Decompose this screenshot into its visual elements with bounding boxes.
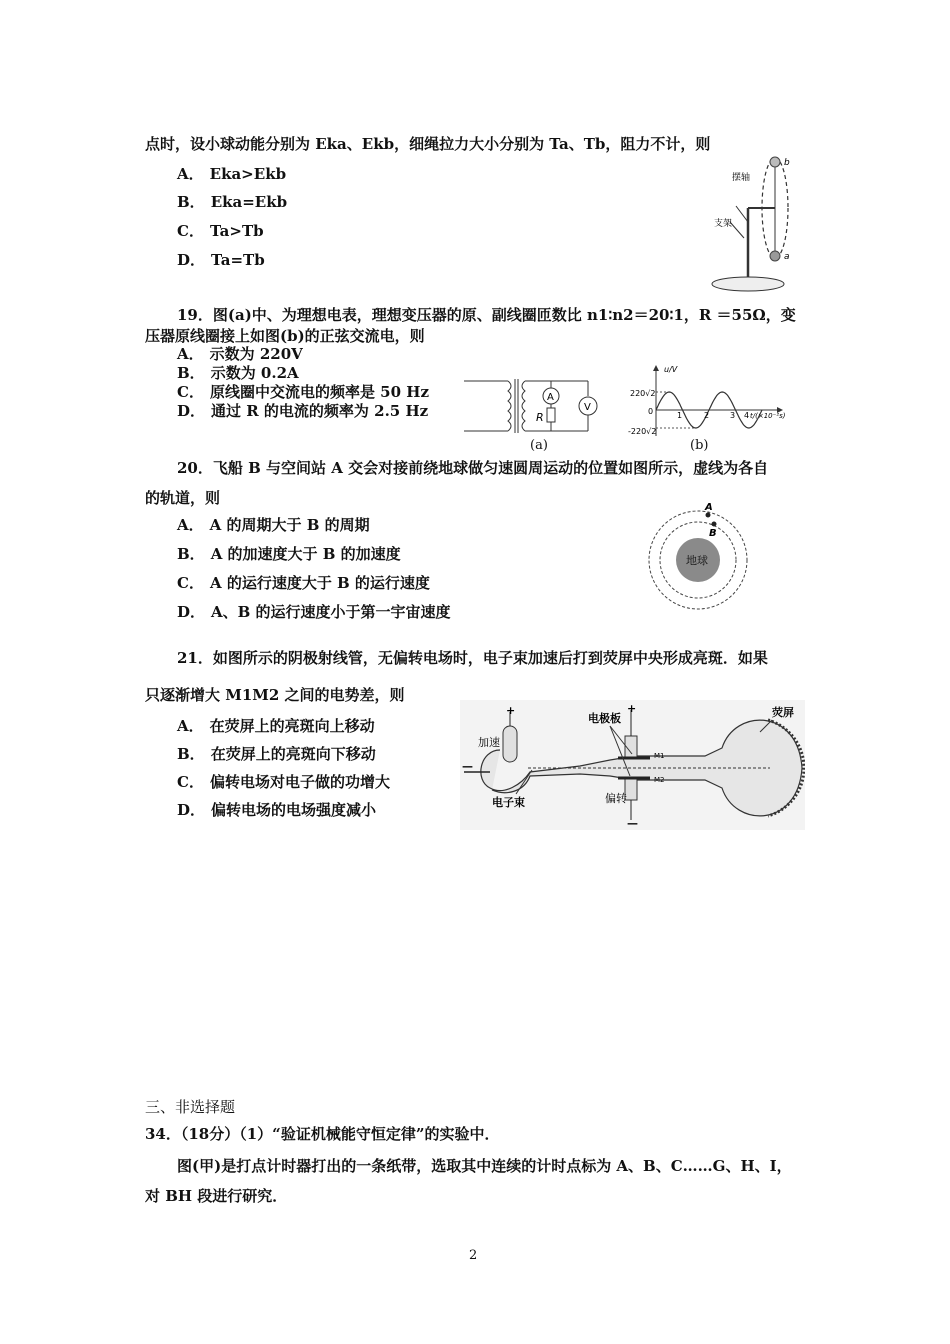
option-text: A 的周期大于 B 的周期: [209, 516, 370, 534]
axis-label: 摆轴: [732, 173, 751, 183]
option-letter: A．: [177, 165, 204, 183]
resistor-symbol: [547, 408, 555, 422]
beam-label: 电子束: [492, 796, 525, 809]
option-letter: C．: [177, 222, 204, 240]
option-text: 示数为 0.2A: [210, 364, 299, 382]
option-text: Ta>Tb: [209, 222, 264, 240]
q21-option-d: [177, 800, 376, 820]
q21-option-a: [177, 716, 375, 736]
fig-b-caption: (b): [690, 438, 709, 453]
y-max-label: 220√2: [630, 389, 656, 398]
option-letter: C．: [177, 383, 204, 401]
plate-m1-label: M1: [654, 752, 665, 760]
q19-line2: 压器原线圈接上如图(b)的正弦交流电，则: [145, 327, 425, 345]
option-text: 通过 R 的电流的频率为 2.5 Hz: [211, 402, 429, 420]
ship-b-dot: [712, 522, 717, 527]
option-text: A、B 的运行速度小于第一宇宙速度: [211, 603, 451, 621]
q20-line2: 的轨道，则: [145, 489, 221, 507]
option-letter: D．: [177, 402, 206, 420]
option-text: A 的加速度大于 B 的加速度: [210, 545, 401, 563]
q19-option-c: [177, 382, 429, 402]
ammeter-label: A: [547, 392, 554, 403]
option-letter: B．: [177, 193, 205, 211]
option-letter: A．: [177, 516, 204, 534]
option-letter: D．: [177, 801, 206, 819]
q20-option-c: [177, 573, 430, 593]
q21-option-b: [177, 744, 376, 764]
option-letter: C．: [177, 773, 204, 791]
cathode-minus-sign: —: [462, 760, 473, 773]
stand-label: 支架: [714, 219, 733, 229]
point-b-label: b: [784, 158, 790, 168]
option-letter: B．: [177, 364, 205, 382]
q20-option-b: [177, 544, 401, 564]
cathode-ray-tube-figure: [460, 700, 805, 830]
y-axis-label: u/V: [664, 365, 678, 374]
station-a-dot: [706, 513, 711, 518]
orbit-figure: [645, 500, 755, 612]
q19-line1: 19．图(a)中、为理想电表，理想变压器的原、副线圈匝数比 n1∶n2＝20∶1，R ＝55Ω，变: [177, 306, 796, 324]
transformer-circuit: [460, 375, 605, 437]
q34-paragraph-2: 对 BH 段进行研究．: [145, 1187, 288, 1205]
screen-label: 荧屏: [772, 706, 794, 719]
q19-option-b: [177, 363, 299, 383]
q34-paragraph-1: 图(甲)是打点计时器打出的一条纸带，选取其中连续的计时点标为 A、B、C……G、H、I，: [177, 1157, 792, 1175]
point-a-label: a: [784, 252, 790, 262]
page-number: 2: [469, 1248, 478, 1263]
q18-intro: 点时，设小球动能分别为 Eka、Ekb，细绳拉力大小分别为 Ta、Tb，阻力不计，则: [145, 135, 711, 153]
electrode-label: 电极板: [588, 712, 621, 725]
q19-option-d: [177, 401, 428, 421]
option-letter: B．: [177, 545, 205, 563]
option-text: 在荧屏上的亮斑向上移动: [209, 717, 375, 735]
q20-option-d: [177, 602, 451, 622]
q18-option-c: [177, 221, 264, 241]
q18-option-b: [177, 192, 287, 212]
x-tick-2: 2: [704, 411, 710, 420]
q19-option-a: [177, 344, 303, 364]
x-axis-label: t/(×10⁻²s): [750, 412, 786, 420]
q20-line1: 20．飞船 B 与空间站 A 交会对接前绕地球做匀速圆周运动的位置如图所示，虚线为各自: [177, 459, 769, 477]
option-letter: D．: [177, 603, 206, 621]
q18-option-a: [177, 164, 286, 184]
y-min-label: -220√2: [628, 427, 657, 436]
ship-b-label: B: [709, 528, 717, 539]
option-letter: B．: [177, 745, 205, 763]
option-letter: D．: [177, 251, 206, 269]
deflect-label: 偏转: [605, 792, 627, 805]
voltmeter-label: V: [584, 402, 591, 413]
x-tick-3: 3: [730, 411, 736, 420]
accelerate-label: 加速: [478, 736, 500, 749]
option-text: A 的运行速度大于 B 的运行速度: [209, 574, 430, 592]
voltage-waveform: [628, 362, 788, 440]
q21-option-c: [177, 772, 390, 792]
option-text: 原线圈中交流电的频率是 50 Hz: [209, 383, 429, 401]
q34-line: 34．（18分）（1）“验证机械能守恒定律”的实验中．: [145, 1125, 500, 1143]
pendulum-figure: [700, 150, 810, 295]
option-text: 在荧屏上的亮斑向下移动: [210, 745, 376, 763]
deflect-minus-sign: —: [627, 817, 638, 830]
option-letter: A．: [177, 717, 204, 735]
option-text: Ta=Tb: [211, 251, 265, 269]
y-zero-label: 0: [648, 407, 654, 416]
resistor-label: R: [536, 411, 544, 424]
plate-m2-label: M2: [654, 776, 665, 784]
deflect-plus-sign: +: [627, 702, 637, 715]
q21-line1: 21．如图所示的阴极射线管，无偏转电场时，电子束加速后打到荧屏中央形成亮斑．如果: [177, 649, 768, 667]
q20-option-a: [177, 515, 370, 535]
option-text: 偏转电场的电场强度减小: [211, 801, 377, 819]
option-text: Eka=Ekb: [210, 193, 288, 211]
option-letter: A．: [177, 345, 204, 363]
earth-label: 地球: [686, 554, 708, 567]
x-tick-1: 1: [677, 411, 683, 420]
q21-line2: 只逐渐增大 M1M2 之间的电势差，则: [145, 686, 405, 704]
option-letter: C．: [177, 574, 204, 592]
option-text: Eka>Ekb: [209, 165, 287, 183]
option-text: 偏转电场对电子做的功增大: [209, 773, 390, 791]
accel-plus-sign: +: [506, 704, 516, 717]
station-a-label: A: [705, 502, 713, 513]
option-text: 示数为 220V: [209, 345, 303, 363]
section-heading: 三、非选择题: [145, 1098, 236, 1116]
x-tick-4: 4: [744, 411, 750, 420]
fig-a-caption: (a): [530, 438, 548, 453]
q18-option-d: [177, 250, 265, 270]
